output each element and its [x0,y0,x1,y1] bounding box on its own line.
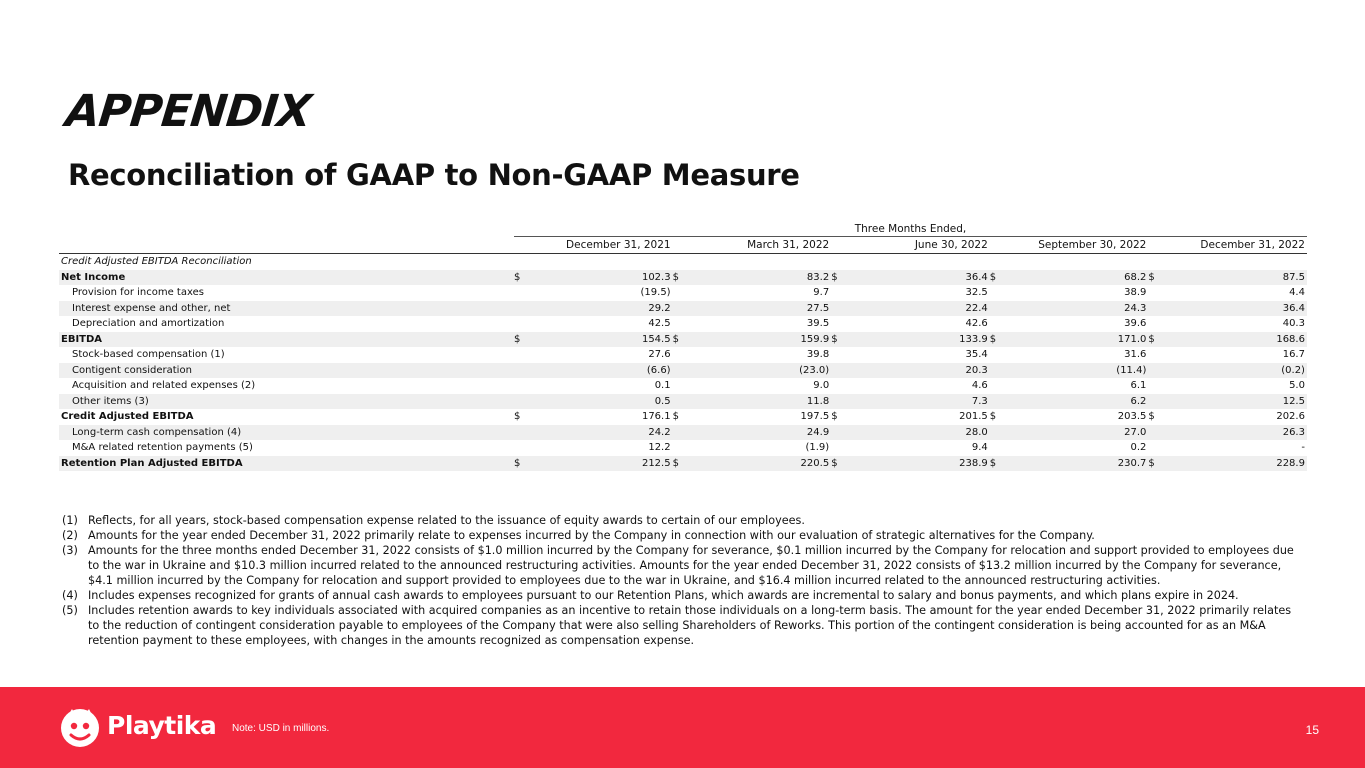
value-cell [673,347,832,363]
currency-symbol [1148,301,1162,317]
cell-value: 102.3 [641,271,671,283]
value-cell [990,409,1149,425]
row-label: Long-term cash compensation (4) [72,426,242,438]
value-cell [1148,394,1307,410]
cell-value: 176.1 [641,411,671,422]
cell-value: 7.3 [971,395,988,407]
value-cell [831,378,990,394]
currency-symbol: $ [1148,333,1155,345]
value-cell [990,394,1149,410]
currency-symbol [990,363,1004,379]
value-cell [990,440,1149,456]
currency-symbol [1148,316,1162,332]
cell-value: 6.2 [1130,395,1147,407]
footnote-text: Amounts for the three months ended December 31, 2022 consists of $1.0 million incurred by the Company for severance, $0.1 million incurred by the Company for relocation and support provided to employees due to the war in Ukraine and $10.3 million incurred related to the announced restructuring activities. Amounts for the year ended December 31, 2022 consists of $13.2 million incurred by the Company for severance, $4.1 million incurred by the Company for relocation and support provided to employees due to the war in Ukraine, and $16.4 million incurred related to the announced restructuring activities. [88,544,1294,587]
currency-symbol [673,347,687,363]
value-cell [673,301,832,317]
cell-value: (1.9) [805,442,830,453]
table-row [59,409,1307,425]
value-cell [1148,440,1307,456]
value-cell [1148,332,1307,348]
cell-value: 4.6 [971,380,988,391]
row-label: EBITDA [61,333,103,345]
cell-value: 26.3 [1282,426,1305,438]
currency-symbol [673,316,687,332]
currency-symbol [990,425,1004,441]
footnote-number: (3) [62,544,78,557]
cell-value: 27.0 [1124,426,1147,438]
currency-symbol [514,301,528,317]
footnote-item [62,543,1302,588]
currency-symbol: $ [514,411,521,422]
value-cell [1148,285,1307,301]
value-cell [1148,409,1307,425]
currency-symbol [831,285,845,301]
period-header: December 31, 2022 [1200,239,1305,251]
currency-symbol [990,301,1004,317]
cell-value: 39.6 [1124,318,1147,329]
cell-value: 42.5 [648,318,671,329]
footnote-number: (4) [62,589,78,602]
value-cell [831,363,990,379]
value-cell [673,316,832,332]
cell-value: 212.5 [641,457,671,469]
footnote-item [62,513,1302,528]
cell-value: 5.0 [1289,380,1305,391]
cell-value: 35.4 [965,349,988,360]
currency-symbol [1148,394,1162,410]
cell-value: (0.2) [1281,364,1305,376]
value-cell [1148,363,1307,379]
value-cell [831,316,990,332]
row-label: Stock-based compensation (1) [72,349,225,360]
value-cell [673,456,832,472]
currency-symbol: $ [1148,411,1155,422]
cell-value: (19.5) [640,287,671,298]
currency-symbol [1148,347,1162,363]
table-row [59,301,1307,317]
cell-value: 68.2 [1124,271,1147,283]
cell-value: 16.7 [1282,349,1305,360]
row-label: Depreciation and amortization [72,318,225,329]
currency-symbol: $ [989,411,997,422]
currency-symbol: $ [831,457,838,469]
currency-symbol [514,394,528,410]
value-cell [831,456,990,472]
currency-symbol [1148,425,1162,441]
cell-value: 4.4 [1289,287,1305,298]
currency-symbol: $ [672,457,679,469]
row-label: Contigent consideration [72,364,192,376]
currency-symbol [831,394,845,410]
value-cell [514,363,673,379]
period-header: December 31, 2021 [566,239,671,251]
currency-symbol [673,440,687,456]
value-cell [514,270,673,286]
cell-value: 197.5 [800,411,830,422]
currency-symbol [831,301,845,317]
row-label: M&A related retention payments (5) [72,442,253,453]
section-title-row [59,254,1307,270]
value-cell [514,316,673,332]
currency-symbol [831,378,845,394]
currency-symbol [831,363,845,379]
table-row [59,270,1307,286]
currency-symbol [514,347,528,363]
value-cell [673,394,832,410]
table-body [59,270,1307,472]
value-cell [514,378,673,394]
footnote-number: (5) [62,604,78,617]
currency-symbol [1148,378,1162,394]
period-header: June 30, 2022 [914,239,988,251]
table-row [59,285,1307,301]
cell-value: 27.5 [806,302,830,314]
value-cell [514,440,673,456]
currency-symbol [514,285,528,301]
value-cell [673,425,832,441]
table-row [59,363,1307,379]
currency-symbol: $ [1148,457,1155,469]
value-cell [831,301,990,317]
currency-symbol [514,316,528,332]
cell-value: (23.0) [799,364,830,376]
footnote-item [62,528,1302,543]
currency-symbol [514,363,528,379]
cell-value: 9.4 [971,442,988,453]
cell-value: 0.2 [1130,442,1147,453]
cell-value: 9.0 [813,380,830,391]
value-cell [831,347,990,363]
page-number: 15 [1305,723,1319,737]
cell-value: 24.9 [806,426,830,438]
cell-value: 83.2 [806,271,830,283]
value-cell [673,332,832,348]
cell-value: 39.5 [806,318,830,329]
cell-value: 38.9 [1124,287,1147,298]
currency-symbol [673,301,687,317]
value-cell [1148,378,1307,394]
cell-value: 171.0 [1117,333,1147,345]
value-cell [1148,301,1307,317]
row-label: Acquisition and related expenses (2) [72,380,256,391]
value-cell [514,285,673,301]
value-cell [673,270,832,286]
row-label: Retention Plan Adjusted EBITDA [61,457,243,469]
currency-symbol [1148,285,1162,301]
table-header-row [59,237,1307,254]
value-cell [990,285,1149,301]
value-cell [1148,316,1307,332]
currency-symbol [831,440,845,456]
table-row [59,347,1307,363]
value-cell [514,425,673,441]
value-cell [990,332,1149,348]
currency-symbol [990,285,1004,301]
value-cell [1148,270,1307,286]
slide-heading: APPENDIX [63,86,313,137]
value-cell [990,456,1149,472]
value-cell [1148,347,1307,363]
cell-value: 230.7 [1117,457,1147,469]
footnote-text: Includes retention awards to key individuals associated with acquired companies as an incentive to retain those individuals on a long-term basis. The amount for the year ended December 31, 2022 primarily relates to the reduction of contingent consideration payable to employees of the Company that were also selling Shareholders of Reworks. This portion of the contingent consideration is being accounted for as an M&A retention payment to these employees, with changes in the amounts recognized as compensation expense. [88,604,1292,647]
footnote-item [62,603,1302,648]
table-header-spacer [59,237,514,253]
footnotes [62,513,1302,648]
currency-symbol [673,394,687,410]
value-cell [514,409,673,425]
table-row [59,425,1307,441]
currency-symbol [514,378,528,394]
value-cell [673,285,832,301]
footer-bar [0,687,1365,768]
cell-value: 12.2 [648,442,671,453]
footnote-number: (2) [62,529,78,542]
currency-symbol: $ [989,457,997,469]
currency-symbol: $ [831,333,838,345]
value-cell [673,440,832,456]
currency-symbol [673,378,687,394]
value-cell [990,347,1149,363]
currency-symbol [831,425,845,441]
table-row [59,456,1307,472]
currency-symbol: $ [672,333,679,345]
value-cell [990,425,1149,441]
cell-value: 220.5 [800,457,830,469]
cell-value: 28.0 [965,426,988,438]
cell-value: 27.6 [648,349,671,360]
value-cell [990,363,1149,379]
cell-value: 159.9 [800,333,830,345]
value-cell [673,363,832,379]
value-cell [673,378,832,394]
currency-symbol [990,378,1004,394]
cell-value: 154.5 [641,333,671,345]
row-label: Net Income [61,271,126,283]
footnote-text: Includes expenses recognized for grants of annual cash awards to employees pursuant to our Retention Plans, which awards are incremental to salary and bonus payments, and which plans expire in 2024. [88,589,1239,602]
value-cell [990,301,1149,317]
cell-value: 238.9 [959,457,988,469]
currency-symbol: $ [514,333,521,345]
cell-value: 11.8 [806,395,830,407]
currency-note: Note: USD in millions. [232,723,330,734]
value-cell [831,440,990,456]
value-cell [1148,425,1307,441]
playtika-logo-icon [58,705,102,749]
table-row [59,378,1307,394]
currency-symbol [673,425,687,441]
cell-value: 6.1 [1130,380,1147,391]
value-cell [831,285,990,301]
slide-subtitle: Reconciliation of GAAP to Non-GAAP Measure [68,158,800,192]
cell-value: 39.8 [806,349,830,360]
cell-value: 31.6 [1124,349,1147,360]
cell-value: 20.3 [965,364,988,376]
cell-value: 24.3 [1124,302,1147,314]
value-cell [673,409,832,425]
cell-value: (6.6) [646,364,671,376]
cell-value: - [1301,442,1305,453]
value-cell [514,394,673,410]
value-cell [831,270,990,286]
value-cell [990,270,1149,286]
period-header: September 30, 2022 [1038,239,1147,251]
value-cell [514,332,673,348]
currency-symbol: $ [989,333,997,345]
footnote-text: Amounts for the year ended December 31, 2022 primarily relate to expenses incurred by the Company in connection with our evaluation of strategic alternatives for the Company. [88,529,1095,542]
footnote-item [62,588,1302,603]
cell-value: 32.5 [965,287,988,298]
table-row [59,316,1307,332]
cell-value: (11.4) [1116,364,1147,376]
period-header: March 31, 2022 [747,239,830,251]
row-label: Interest expense and other, net [72,302,231,314]
currency-symbol [831,347,845,363]
currency-symbol: $ [672,411,679,422]
currency-symbol [514,425,528,441]
currency-symbol: $ [514,271,521,283]
currency-symbol [673,363,687,379]
table-row [59,332,1307,348]
currency-symbol: $ [672,271,679,283]
value-cell [1148,456,1307,472]
currency-symbol [1148,363,1162,379]
row-label: Provision for income taxes [72,287,204,298]
value-cell [990,378,1149,394]
currency-symbol [990,394,1004,410]
footnote-text: Reflects, for all years, stock-based compensation expense related to the issuance of equity awards to certain of our employees. [88,514,805,527]
currency-symbol: $ [1148,271,1155,283]
cell-value: 24.2 [648,426,671,438]
cell-value: 22.4 [965,302,988,314]
table-row [59,394,1307,410]
brand-wordmark: Playtika [107,711,217,740]
value-cell [831,425,990,441]
cell-value: 87.5 [1282,271,1305,283]
table-group-header: Three Months Ended, [514,222,1307,237]
cell-value: 228.9 [1276,457,1305,469]
cell-value: 133.9 [959,333,988,345]
cell-value: 36.4 [1282,302,1305,314]
currency-symbol: $ [831,411,838,422]
currency-symbol [831,316,845,332]
currency-symbol: $ [831,271,838,283]
currency-symbol [673,285,687,301]
cell-value: 12.5 [1282,395,1305,407]
section-title: Credit Adjusted EBITDA Reconciliation [61,256,252,267]
cell-value: 201.5 [959,411,988,422]
cell-value: 40.3 [1282,318,1305,329]
value-cell [831,332,990,348]
cell-value: 36.4 [965,271,988,283]
currency-symbol [990,347,1004,363]
value-cell [514,347,673,363]
value-cell [831,394,990,410]
value-cell [514,301,673,317]
footnote-number: (1) [62,514,78,527]
cell-value: 202.6 [1276,411,1305,422]
reconciliation-table [59,222,1307,471]
table-row [59,440,1307,456]
row-label: Credit Adjusted EBITDA [61,411,194,422]
cell-value: 168.6 [1276,333,1305,345]
value-cell [990,316,1149,332]
cell-value: 0.1 [654,380,671,391]
currency-symbol [990,440,1004,456]
cell-value: 9.7 [813,287,830,298]
value-cell [514,456,673,472]
cell-value: 29.2 [648,302,671,314]
row-label: Other items (3) [72,395,149,407]
cell-value: 42.6 [965,318,988,329]
currency-symbol: $ [514,457,521,469]
currency-symbol: $ [989,271,997,283]
currency-symbol [514,440,528,456]
cell-value: 203.5 [1117,411,1147,422]
cell-value: 0.5 [654,395,671,407]
currency-symbol [1148,440,1162,456]
value-cell [831,409,990,425]
currency-symbol [990,316,1004,332]
